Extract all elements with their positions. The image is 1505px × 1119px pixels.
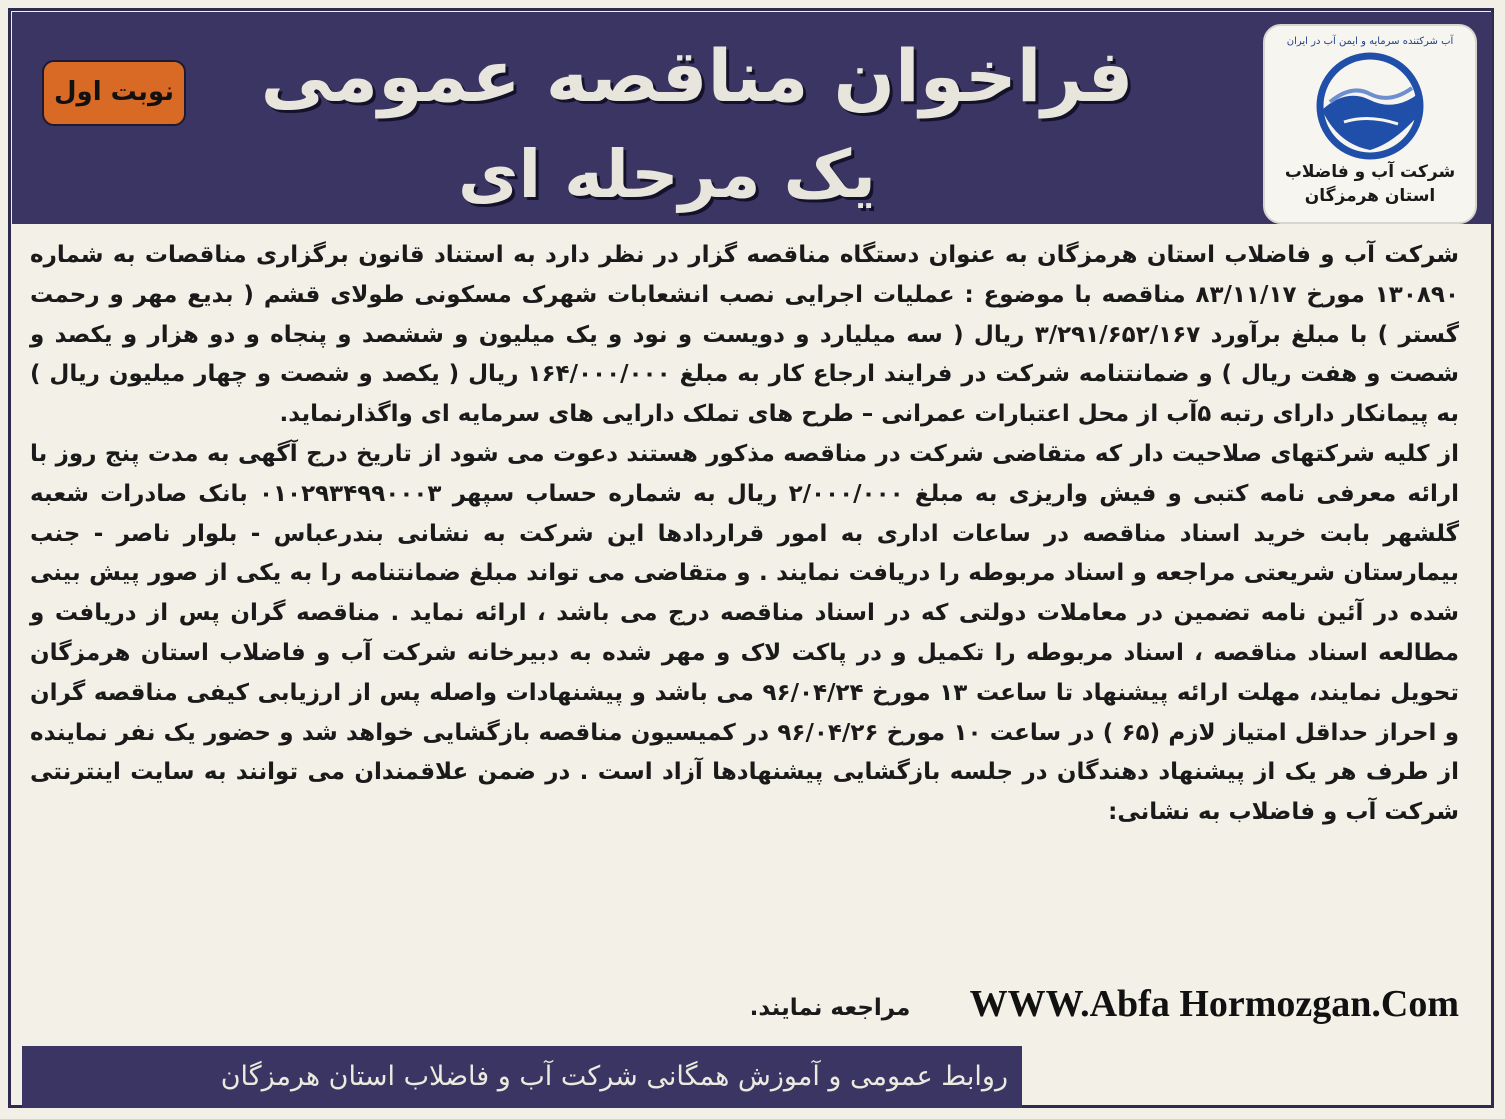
round-badge: نوبت اول [42,60,186,126]
logo-company-name [1269,160,1471,208]
logo-arc-text: آب شرکتنده سرمایه و ایمن آب در ایران [1286,36,1454,47]
website-address[interactable]: WWW.Abfa Hormozgan.Com [969,983,1459,1025]
notice-title: فراخوان مناقصه عمومی [260,34,1134,118]
company-logo [1263,24,1477,224]
logo-name-line2: استان هرمزگان [1304,186,1436,206]
notice-subtitle: یک مرحله ای [458,136,876,213]
footer-text: روابط عمومی و آموزش همگانی شرکت آب و فاضلاب استان هرمزگان [220,1061,1008,1092]
website-suffix-text: مراجعه نمایند. [749,995,911,1021]
body-paragraph-1: شرکت آب و فاضلاب استان هرمزگان به عنوان دستگاه مناقصه گزار در نظر دارد به استناد قانون برگزاری مناقصات به شماره ۱۳۰۸۹۰ مورخ ۸۳/۱۱/۱۷ مناقصه با موضوع : عملیات اجرایی نصب انشعابات شهرک مسکونی طولای قشم ( بدیع مهر و رحمت گستر ) با مبلغ برآورد ۳/۲۹۱/۶۵۲/۱۶۷ ریال ( سه میلیارد و دویست و نود و یک میلیون و ششصد و پنجاه و دو هزار و یکصد و شصت و هفت ریال ) و ضمانتنامه شرکت در فرایند ارجاع کار به مبلغ ۱۶۴/۰۰۰/۰۰۰ ریال ( یکصد و شصت و چهار میلیون ریال ) به پیمانکار دارای رتبه ۵آب از محل اعتبارات عمرانی – طرح های تملک دارایی های سرمایه ای واگذارنماید. [30,242,1460,428]
water-drop-logo-icon [1308,48,1432,160]
body-paragraph-2: از کلیه شرکتهای صلاحیت دار که متقاضی شرکت در مناقصه مذکور هستند دعوت می شود از تاریخ درج آگهی به مدت پنج روز با ارائه معرفی نامه کتبی و فیش واریزی به مبلغ ۲/۰۰۰/۰۰۰ ریال به شماره حساب سپهر ۰۱۰۲۹۳۴۹۹۰۰۰۳ بانک صادرات شعبه گلشهر بابت خرید اسناد مناقصه در ساعات اداری به امور قراردادها این شرکت به نشانی بندرعباس - بلوار ناصر - جنب بیمارستان شریعتی مراجعه و اسناد مربوطه را دریافت نمایند . و متقاضی می تواند مبلغ ضمانتنامه را به یکی از صور پیش بینی شده در آئین نامه تضمین در معاملات دولتی که در اسناد مناقصه درج می باشد ، ارائه نماید . مناقصه گران پس از دریافت و مطالعه اسناد مناقصه ، اسناد مربوطه را تکمیل و در پاکت لاک و مهر شده به دبیرخانه شرکت آب و فاضلاب استان هرمزگان تحویل نمایند، مهلت ارائه پیشنهاد تا ساعت ۱۳ مورخ ۹۶/۰۴/۲۴ می باشد و پیشنهادات واصله پس از ارزیابی کیفی مناقصه گران و احراز حداقل امتیاز لازم (۶۵ ) در ساعت ۱۰ مورخ ۹۶/۰۴/۲۶ در کمیسیون مناقصه بازگشایی خواهد شد و حضور یک نفر نماینده از طرف هر یک از پیشنهاد دهندگان در جلسه بازگشایی پیشنهادها آزاد است . در ضمن علاقمندان می توانند به سایت اینترنتی شرکت آب و فاضلاب به نشانی: [30,440,1459,826]
logo-name-line1: شرکت آب و فاضلاب [1284,162,1456,182]
footer-banner [22,1046,1022,1108]
notice-body [30,236,1459,1036]
